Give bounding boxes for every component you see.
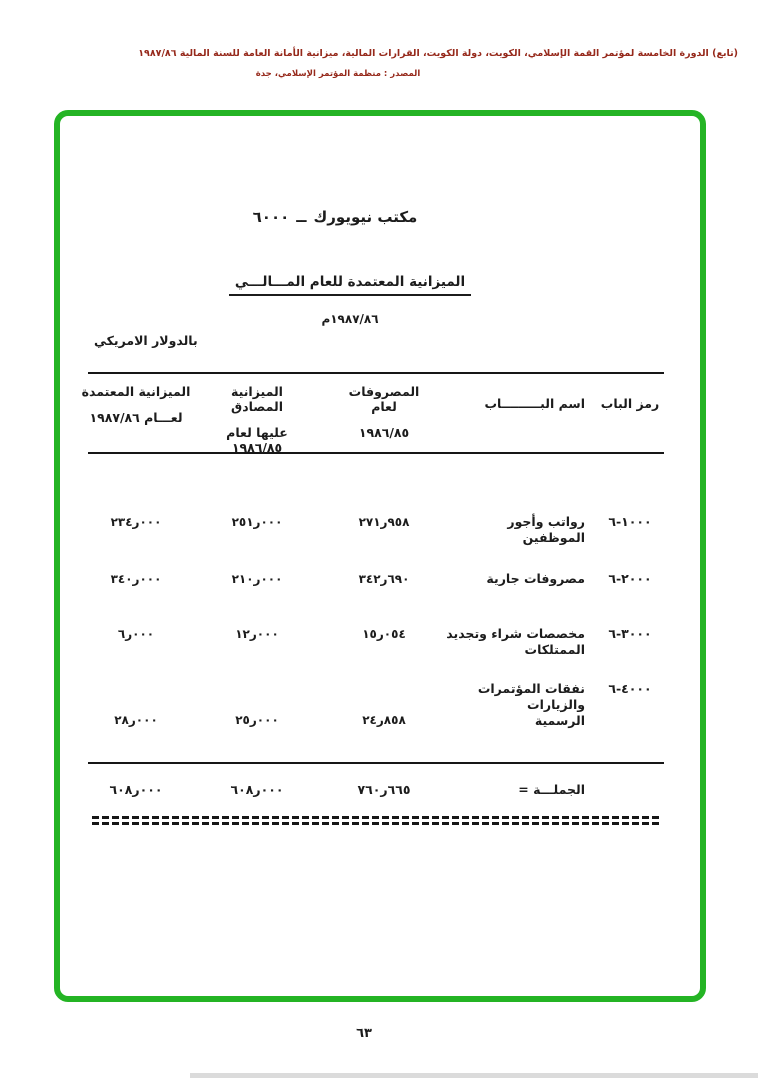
expenditures-value: ١٥ر٠٥٤ bbox=[362, 627, 406, 641]
currency-note: بالدولار الامريكي bbox=[94, 333, 198, 348]
office-title bbox=[60, 208, 610, 226]
chapter-code: ٦-٢٠٠٠ bbox=[608, 571, 652, 586]
scan-edge-artifact bbox=[190, 1073, 758, 1078]
office-name: مكتب نيويورك bbox=[313, 208, 418, 226]
chapter-name: رواتب وأجور الموظفين bbox=[507, 514, 585, 545]
journal-citation: (تابع) الدورة الخامسة لمؤتمر القمة الإسلامي، الكويت، دولة الكويت، القرارات المالية، ميزانية الأمانة العامة للسنة المالية ١٩٨٧/٨٦ bbox=[138, 48, 738, 59]
adopted-budget-value: ٣٤٠ر٠٠٠ bbox=[110, 572, 162, 586]
scan-highlight-frame bbox=[54, 110, 706, 1002]
chapter-name: مصروفات جارية bbox=[486, 571, 585, 586]
col-header-adopted-budget: الميزانية المعتمدة لعـــام ١٩٨٧/٨٦ bbox=[81, 384, 191, 425]
fiscal-year: ١٩٨٧/٨٦م bbox=[321, 312, 379, 326]
adopted-budget-value: ٦ر٠٠٠ bbox=[117, 627, 155, 641]
total-label: الجملـــة = bbox=[518, 782, 585, 797]
page-number: ٦٣ bbox=[356, 1026, 372, 1041]
approved-budget-value: ٢١٠ر٠٠٠ bbox=[231, 572, 283, 586]
total-approved: ٦٠٨ر٠٠٠ bbox=[230, 782, 284, 797]
table-rule-top bbox=[88, 372, 664, 374]
chapter-code: ٦-٣٠٠٠ bbox=[608, 626, 652, 641]
adopted-budget-value: ٢٣٤ر٠٠٠ bbox=[110, 515, 162, 529]
expenditures-value: ٢٧١ر٩٥٨ bbox=[358, 515, 410, 529]
table-rule-above-total bbox=[88, 762, 664, 764]
office-code: ٦٠٠٠ bbox=[252, 208, 290, 226]
col-header-chapter-name: اسم البـــــــــاب bbox=[484, 396, 585, 411]
table-rule-header-bottom bbox=[88, 452, 664, 454]
source-note: المصدر : منظمة المؤتمر الإسلامي، جدة bbox=[255, 69, 421, 79]
total-expenditures: ٧٦٠ر٦٦٥ bbox=[357, 782, 411, 797]
expenditures-value: ٣٤٢ر٦٩٠ bbox=[358, 572, 410, 586]
col-header-approved-budget: الميزانية المصادق عليها لعام ١٩٨٦/٨٥ bbox=[226, 384, 288, 455]
approved-budget-value: ٢٥ر٠٠٠ bbox=[235, 713, 279, 727]
chapter-name: نفقات المؤتمرات والزيارات الرسمية bbox=[477, 681, 585, 728]
budget-heading: الميزانية المعتمدة للعام المـــالـــي bbox=[60, 274, 640, 290]
col-header-expenditures: المصروفات لعام ١٩٨٦/٨٥ bbox=[348, 384, 420, 440]
scan-content bbox=[60, 116, 700, 996]
title-separator: ــ bbox=[296, 208, 307, 226]
approved-budget-value: ١٢ر٠٠٠ bbox=[235, 627, 279, 641]
total-adopted: ٦٠٨ر٠٠٠ bbox=[109, 782, 163, 797]
expenditures-value: ٢٤ر٨٥٨ bbox=[362, 713, 406, 727]
chapter-name: مخصصات شراء وتجديد الممتلكات bbox=[446, 626, 585, 657]
table-rule-double-bottom bbox=[92, 816, 660, 826]
chapter-code: ٦-٤٠٠٠ bbox=[608, 681, 652, 696]
col-header-chapter-code: رمز الباب bbox=[600, 396, 660, 411]
approved-budget-value: ٢٥١ر٠٠٠ bbox=[231, 515, 283, 529]
chapter-code: ٦-١٠٠٠ bbox=[608, 514, 652, 529]
adopted-budget-value: ٢٨ر٠٠٠ bbox=[114, 713, 158, 727]
